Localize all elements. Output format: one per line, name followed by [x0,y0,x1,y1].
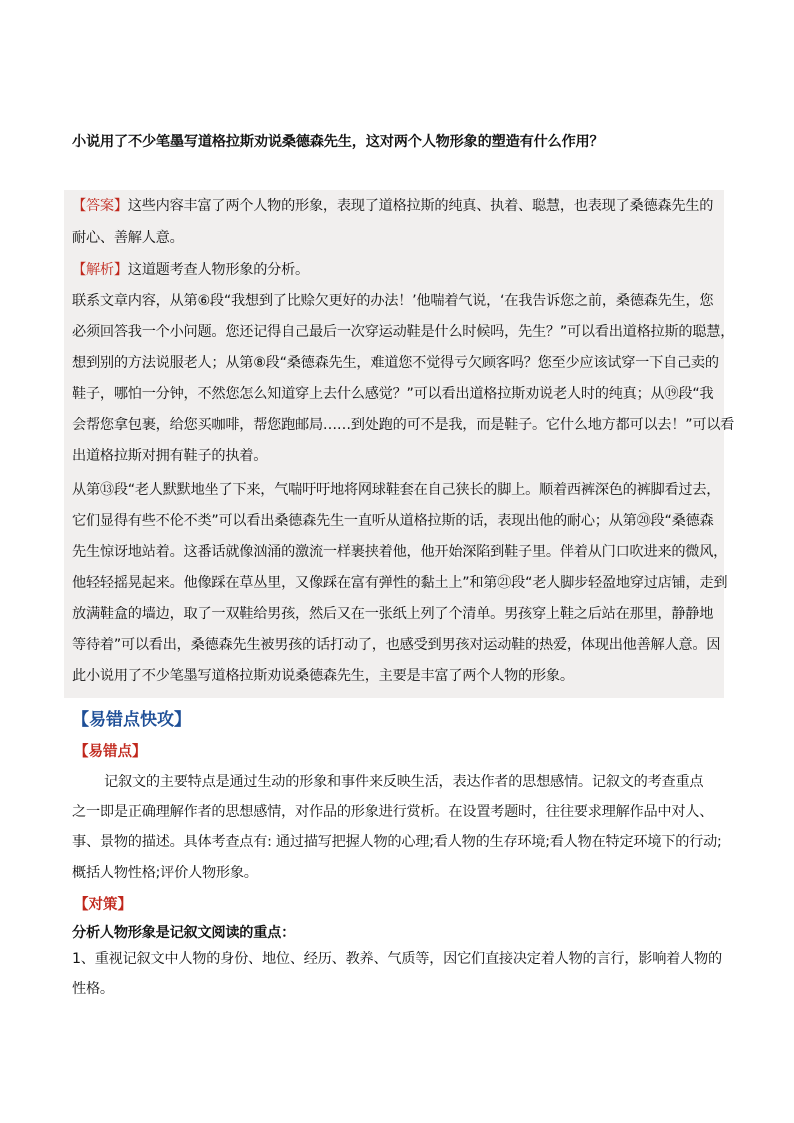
analysis-line: 放满鞋盒的墙边，取了一双鞋给男孩，然后又在一张纸上列了个清单。男孩穿上鞋之后站在那里，静静地 [72,606,714,622]
pitfall-label: 【易错点】 [74,743,147,760]
analysis-line: 联系文章内容，从第⑥段“我想到了比赊欠更好的办法！’他喘着气说，‘在我告诉您之前，桑德森先生，您 [72,293,714,309]
strategy-line: 性格。 [72,981,114,997]
analysis-intro-line [72,260,726,280]
section-title: 【易错点快攻】 [72,710,191,730]
analysis-line: 此小说用了不少笔墨写道格拉斯劝说桑德森先生，主要是丰富了两个人物的形象。 [72,668,574,684]
answer-text: 这些内容丰富了两个人物的形象，表现了道格拉斯的纯真、执着、聪慧，也表现了桑德森先生的 [127,198,714,214]
analysis-line: 必须回答我一个小问题。您还记得自己最后一次穿运动鞋是什么时候吗，先生？”可以看出道格拉斯的聪慧， [72,324,735,340]
analysis-line: 鞋子，哪怕一分钟，不然您怎么知道穿上去什么感觉？”可以看出道格拉斯劝说老人时的纯真；从⑲段“我 [72,386,714,402]
analysis-line: 他轻轻摇晃起来。他像踩在草丛里，又像踩在富有弹性的黏土上”和第㉑段“老人脚步轻盈地穿过店铺，走到 [72,575,728,591]
analysis-line: 等待着”可以看出，桑德森先生被男孩的话打动了，也感受到男孩对运动鞋的热爱，体现出他善解人意。因 [72,637,721,653]
analysis-line: 想到别的方法说服老人；从第⑧段“桑德森先生，难道您不觉得亏欠顾客吗？您至少应该试穿一下自己卖的 [72,355,719,371]
analysis-tag: 【解析】 [72,262,128,278]
pitfall-line: 之一即是正确理解作者的思想感情，对作品的形象进行赏析。在设置考题时，往往要求理解作品中对人、 [72,804,714,820]
strategy-heading: 分析人物形象是记叙文阅读的重点： [72,925,296,941]
question-text: 小说用了不少笔墨写道格拉斯劝说桑德森先生，这对两个人物形象的塑造有什么作用？ [72,134,604,150]
strategy-line: 1、重视记叙文中人物的身份、地位、经历、教养、气质等，因它们直接决定着人物的言行，影响着人物的 [72,951,722,967]
analysis-line: 它们显得有些不伦不类”可以看出桑德森先生一直听从道格拉斯的话，表现出他的耐心；从第⑳段“桑德森 [72,513,714,529]
answer-tag: 【答案】 [72,198,128,214]
pitfall-line: 事、景物的描述。具体考查点有: 通过描写把握人物的心理;看人物的生存环境;看人物在特定环境下的行动; [72,834,722,850]
answer-line [72,196,726,216]
analysis-line: 先生惊讶地站着。这番话就像汹涌的激流一样裹挟着他，他开始深陷到鞋子里。伴着从门口吹进来的微风， [72,544,728,560]
strategy-label: 【对策】 [74,896,132,913]
pitfall-line: 记叙文的主要特点是通过生动的形象和事件来反映生活，表达作者的思想感情。记叙文的考查重点 [104,774,704,790]
pitfall-line: 概括人物性格;评价人物形象。 [72,865,258,881]
answer-line-2: 耐心、善解人意。 [72,230,184,246]
analysis-intro: 这道题考查人物形象的分析。 [127,262,309,278]
analysis-line: 从第⑬段“老人默默地坐了下来，气喘吁吁地将网球鞋套在自己狭长的脚上。顺着西裤深色的裤脚看过去， [72,482,721,498]
answer-analysis-box [64,190,735,698]
analysis-line: 出道格拉斯对拥有鞋子的执着。 [72,448,268,464]
analysis-line: 会帮您拿包裹，给您买咖啡，帮您跑邮局……到处跑的可不是我，而是鞋子。它什么地方都可以去！”可以看 [72,417,735,433]
